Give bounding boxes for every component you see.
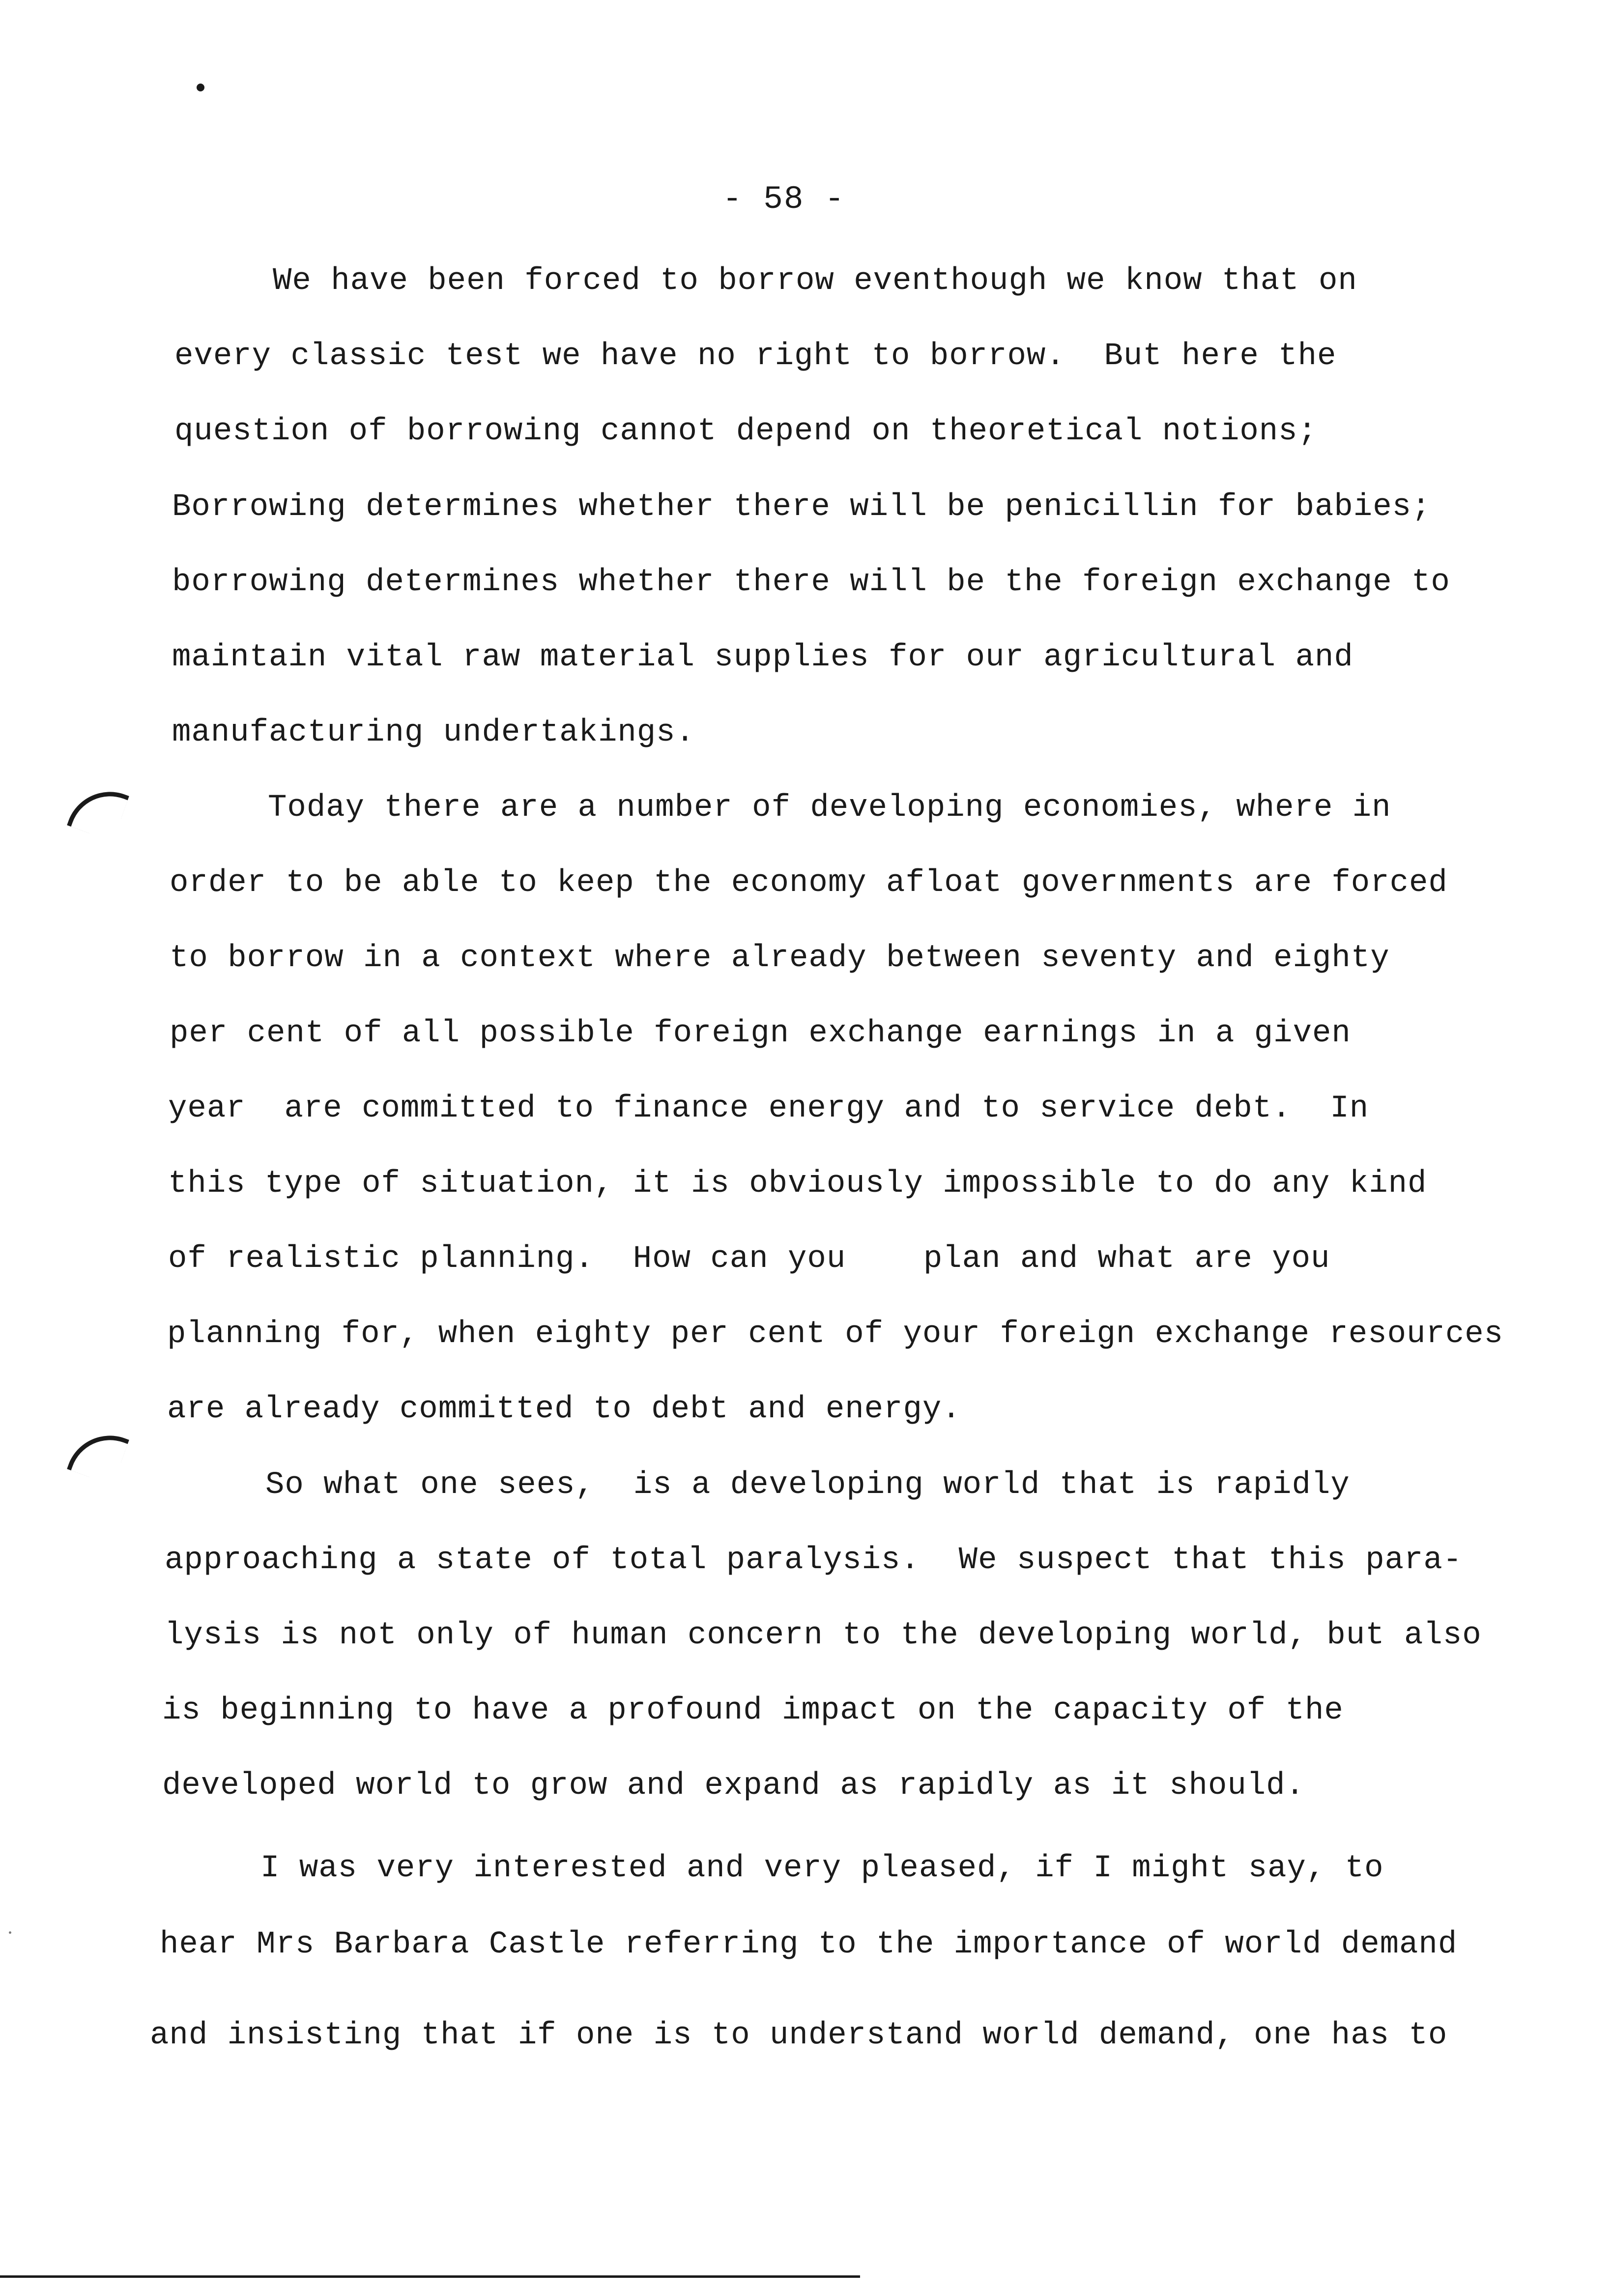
text-line: are already committed to debt and energy.: [167, 1392, 961, 1427]
text-line: of realistic planning. How can you plan and what are you: [168, 1241, 1330, 1277]
text-line: Borrowing determines whether there will be penicillin for babies;: [172, 489, 1431, 525]
text-line: to borrow in a context where already between seventy and eighty: [170, 941, 1390, 976]
margin-bracket-mark: [67, 1423, 129, 1486]
margin-bracket-mark: [67, 779, 129, 842]
text-line: is beginning to have a profound impact on the capacity of the: [162, 1693, 1344, 1728]
text-line: approaching a state of total paralysis. We suspect that this para-: [165, 1543, 1463, 1578]
text-line: maintain vital raw material supplies for our agricultural and: [172, 640, 1353, 675]
text-line: per cent of all possible foreign exchange earnings in a given: [170, 1016, 1351, 1051]
text-line: Today there are a number of developing economies, where in: [268, 790, 1391, 826]
text-line: year are committed to finance energy and to service debt. In: [168, 1091, 1369, 1126]
text-line: developed world to grow and expand as rapidly as it should.: [162, 1768, 1305, 1804]
bottom-rule: [0, 2275, 860, 2278]
text-line: So what one sees, is a developing world that is rapidly: [265, 1467, 1350, 1503]
punch-hole-mark: [197, 84, 204, 91]
text-line: We have been forced to borrow eventhough we know that on: [273, 263, 1357, 299]
text-line: borrowing determines whether there will be the foreign exchange to: [172, 565, 1450, 600]
text-line: every classic test we have no right to borrow. But here the: [174, 339, 1337, 374]
stray-mark: [9, 1931, 11, 1934]
text-line: this type of situation, it is obviously impossible to do any kind: [168, 1166, 1427, 1202]
text-line: manufacturing undertakings.: [172, 715, 695, 750]
text-line: planning for, when eighty per cent of your foreign exchange resources: [167, 1317, 1504, 1352]
text-line: lysis is not only of human concern to the developing world, but also: [165, 1618, 1482, 1653]
text-line: and insisting that if one is to understand world demand, one has to: [150, 2018, 1448, 2053]
text-line: I was very interested and very pleased, if I might say, to: [260, 1851, 1384, 1886]
text-line: order to be able to keep the economy afloat governments are forced: [170, 865, 1448, 901]
text-line: question of borrowing cannot depend on theoretical notions;: [174, 414, 1317, 449]
text-line: hear Mrs Barbara Castle referring to the importance of world demand: [160, 1927, 1458, 1962]
page-number: - 58 -: [722, 181, 845, 218]
